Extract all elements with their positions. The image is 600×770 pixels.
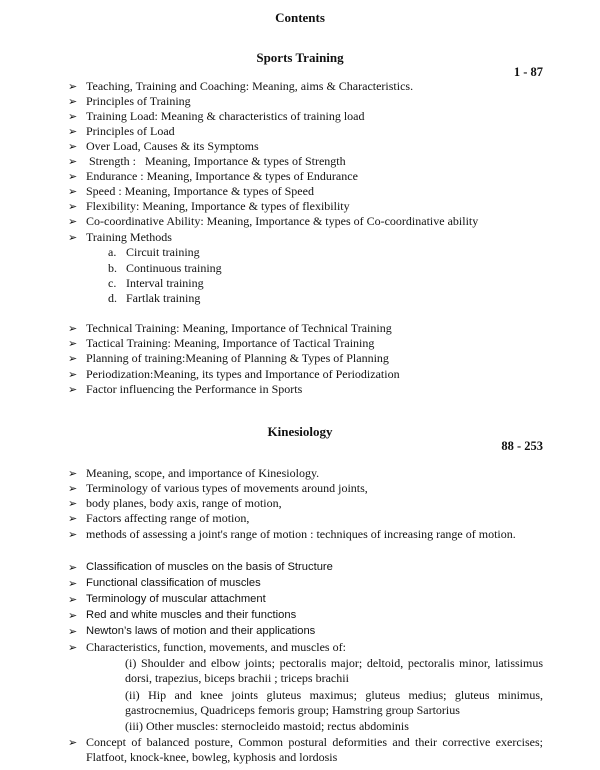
section-page-range: 88 - 253 (501, 439, 543, 453)
arrow-bullet-icon: ➢ (68, 140, 78, 153)
arrow-bullet-icon: ➢ (68, 322, 78, 335)
arrow-bullet-icon: ➢ (68, 383, 78, 396)
arrow-bullet-icon: ➢ (68, 200, 78, 213)
arrow-bullet-icon: ➢ (68, 497, 78, 510)
arrow-bullet-icon: ➢ (68, 170, 78, 183)
arrow-bullet-icon: ➢ (68, 625, 78, 638)
arrow-bullet-icon: ➢ (68, 561, 78, 574)
arrow-bullet-icon: ➢ (68, 482, 78, 495)
arrow-bullet-icon: ➢ (68, 95, 78, 108)
arrow-bullet-icon: ➢ (68, 80, 78, 93)
arrow-bullet-icon: ➢ (68, 467, 78, 480)
arrow-bullet-icon: ➢ (68, 528, 78, 541)
arrow-bullet-icon: ➢ (68, 352, 78, 365)
arrow-bullet-icon: ➢ (68, 609, 78, 622)
arrow-bullet-icon: ➢ (68, 577, 78, 590)
muscle-group-item: (iii) Other muscles: sternocleido mastoid; rectus abdominis (125, 719, 409, 733)
arrow-bullet-icon: ➢ (68, 593, 78, 606)
arrow-bullet-icon: ➢ (68, 641, 78, 654)
page-title: Contents (275, 10, 325, 25)
arrow-bullet-icon: ➢ (68, 155, 78, 168)
muscle-group-item: (ii) Hip and knee joints gluteus maximus; gluteus medius; gluteus minimus, gastrocnemius, Quadriceps femoris group; Hamstring group Sartorius (125, 688, 543, 717)
muscle-group-item: (i) Shoulder and elbow joints; pectoralis major; deltoid, pectoralis minor, latissimus dorsi, trapezius, biceps brachii ; triceps brachii (125, 656, 543, 685)
section-title-sports-training: Sports Training (256, 50, 344, 65)
document-page: Contents Sports Training 1 - 87 ➢ Teaching, Training and Coaching: Meaning, aims & Characteristics. ➢ Principles of Training ➢ Training Load: Meaning & characteristics of training load ➢ Principles of Load ➢ Over Load, Causes & its Symptoms ➢ Strength : Meaning, Importance & types of Strength ➢ Endurance : Meaning, Importance & types of Endurance ➢ Speed : Meaning, Importance & types of Speed ➢ Flexibility: Meaning, Importance & types of flexibility ➢ Co-coordinative Ability: Meaning, Importance & types of Co-coordinative ability ➢ Training Methods a. Circuit training b. Continuous training c. Interval training d. Fartlak training ➢ Technical Training: Meaning, Importance of Technical Training ➢ Tactical Training: Meaning, Importance of Tactical Training ➢ Planning of training:Meaning of Planning & Types of Planning ➢ Periodization:Meaning, its types and Importance of Periodization ➢ Factor influencing the Performance in Sports Kinesiology 88 - 253 ➢ Meaning, scope, and importance of Kinesiology. ➢ Terminology of various types of movements around joints, ➢ body planes, body axis, range of motion, ➢ Factors affecting range of motion, ➢ methods of assessing a joint's range of motion : techniques of increasing range of motion. ➢ Classification of muscles on the basis of Structure ➢ Functional classification of muscles ➢ Terminology of muscular attachment ➢ Red and white muscles and their functions ➢ Newton’s laws of motion and their applications ➢ Characteristics, function, movements, and muscles of: (i) Shoulder and elbow joints; pectoralis major; deltoid, pectoralis minor, latissimus dorsi, trapezius, biceps brachii ; triceps brachii (ii) Hip and knee joints gluteus maximus; gluteus medius; gluteus minimus, gastrocnemius, Quadriceps femoris group; Hamstring group Sartorius (iii) Other muscles: sternocleido mastoid; rectus abdominis ➢ Concept of balanced posture, Common postural deformities and their corrective exercises; Flatfoot, knock-knee, bowleg, kyphosis and lordosis (0, 0, 600, 770)
arrow-bullet-icon: ➢ (68, 125, 78, 138)
arrow-bullet-icon: ➢ (68, 185, 78, 198)
arrow-bullet-icon: ➢ (68, 215, 78, 228)
arrow-bullet-icon: ➢ (68, 337, 78, 350)
arrow-bullet-icon: ➢ (68, 231, 78, 244)
arrow-bullet-icon: ➢ (68, 512, 78, 525)
arrow-bullet-icon: ➢ (68, 736, 78, 749)
arrow-bullet-icon: ➢ (68, 368, 78, 381)
section-title-kinesiology: Kinesiology (267, 424, 333, 439)
arrow-bullet-icon: ➢ (68, 110, 78, 123)
section-page-range: 1 - 87 (513, 65, 543, 79)
